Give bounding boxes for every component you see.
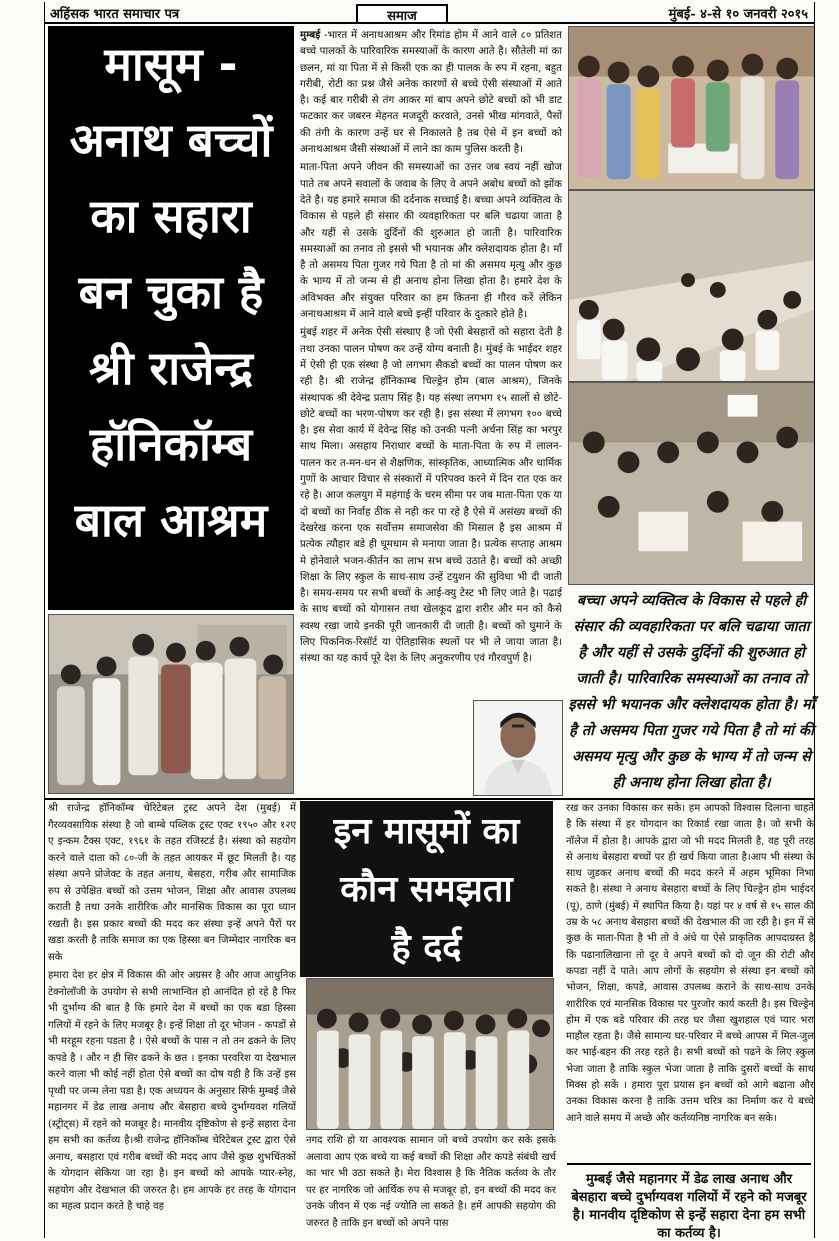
main-headline — [48, 26, 294, 610]
article-bottom-right: रख कर उनका विकास कर सके। हम आपको विश्वास दिलाना चाहते है कि संस्था में हर योगदान का रिकार्ड रखा जाता है। जो सभी के नॉलेज में होता है। आपके द्वारा जो भी मदद मिलती है, वह पूरी तरह से अनाथ बेसहारा बच्चों पर ही खर्च किया जाता है।आप भी संस्था के साथ जुडकर अनाथ बच्चों की मदद करने में अहम भूमिका निभा सकते है। संस्था ने अनाथ बेसहारा बच्चों के लिए चिल्ड्रेन होम भाईदर (पू), ठाणे (मुंबई) में स्थापित किया है। यहां पर ४ वर्ष से १५ साल की उम्र के ५८ अनाथ बेसहारा बच्चों की देखभाल की जा रही है। इन में से कुछ के माता-पिता है भी तो वे अंधे या ऐसे प्राकृतिक आपदाग्रस्त है कि पढानालिखाना तो दूर वे अपने बच्चों को दो जून की रोटी और कपडा नहीं दे पाते। आप लोगों के सहयोग से संस्था इन बच्चों को भोजन, शिक्षा, कपडे, आवास उपलब्ध कराने के साथ-साथ उनके शारीरिक एवं मानसिक विकास पर पुरजोर कार्य करती है। इस चिल्ड्रेन होम में एक बडे परिवार की तरह घर जैसा खुशहाल एवं प्यार भरा माहौल रहता है। जैसे सामान्य घर-परिवार में बच्चे आपस में मिल-जुल कर भाई-बहन की तरह रहते है। सभी बच्चों को पढने के लिए स्कुल भेजा जाता है ताकि स्कुल भेजा जाता है ताकि दुसरों बच्चों के साथ मिक्स हो सकें । हमारा पूरा प्रयास इन बच्चों को आगे बढाना और उनका विकास करना है ताकि उत्तम चरित्र का निर्माण कर ये बच्चे आने वाले समय में अच्छे और कर्तव्यनिष्ठ नागरिक बन सके। — [566, 803, 814, 1124]
article-paragraph: मुंबई शहर में अनेक ऐसी संस्थाए है जो ऐसी बेसहारों को सहारा देती है तथा उनका पालन पोषण कर उन्हें योग्य बनाती है। मुंबई के भाईदर शहर में ऐसी ही एक संस्था है जो लगभग सैकडो बच्चों का पालन पोषण कर रही है। श्री राजेन्द्र हॉनिकाम्ब चिल्ड्रेन होम (बाल आश्रम), जिनके संस्थापक श्री देवेन्द्र प्रताप सिंह है। यह संस्था लगभग १५ सालों से छोटे-छोटे बच्चों का भरण-पोषण कर रही है। इस संस्था में लगभग १०० बच्चे है। इस सेवा कार्य में देवेन्द्र सिंह को उनकी पत्नी अर्चना सिंह का भरपुर साथ मिला। असहाय निराधार बच्चों के माता-पिता के रुप में लालन-पालन कर त-मन-धन से शैक्षणिक, सांस्कृतिक, आध्यात्मिक और धार्मिक गुणों के आचार विचार से संस्कारों में परिपक्व करने में दिन रात एक कर रहे है। आज कलयुग में महंगाई के चरम सीमा पर जब माता-पिता एक या दो बच्चों का निर्वाह ठीक से नही कर पा रहे है ऐसे में असंख्य बच्चों की देखरेख करना एक सर्वोत्तम समाजसेवा की मिसाल है इस आश्रम में प्रत्येक त्यौहार बडे ही धूमधाम से मनाया जाता है। प्रत्येक सप्ताह आश्रम मे होनेवाले भजन-कीर्तन का लाभ सभ बच्चे उठाते है। बच्चों को अच्छी शिक्षा के लिए स्कुल के साथ-साथ उन्हें टयुशन की सुविधा भी दी जाती है। समय-समय पर सभी बच्चों के आई-क्यु टेस्ट भी लिए जाते है। पढाई के साथ बच्चों को योगासन तथा खेलकूद द्वारा शरीर और मन को कैसे स्वस्थ रखा जाये इनकी पूरी जानकारी दी जाती है। बच्चों को घुमाने के लिए पिकनिक-रिसॉर्ट या ऐतिहासिक स्थलों पर भी ले जाया जाता है। संस्था का यह कार्य पूरे देश के लिए अनुकरणीय एवं गौरवपुर्ण है। — [300, 327, 562, 665]
headline-line: श्री राजेन्द्र — [89, 341, 253, 395]
founder-portrait — [473, 700, 563, 796]
children-dining-photo — [568, 190, 815, 382]
masthead-publication: अहिंसक भारत समाचार पत्र — [50, 7, 180, 22]
headline-line: बन चुका है — [78, 265, 264, 319]
headline2-line: है दर्द — [391, 927, 462, 968]
column-divider — [814, 2, 815, 1238]
article-dateline: मुम्बई — [300, 29, 321, 41]
article-paragraph: हमारा देश हर क्षेत्र में विकास की ओर अग्रसर है और आज आधुनिक टेक्नोलॉजी के उपयोग से सभी लाभान्वित हो आनंदित हो रहे है फिर भी दुर्भाग्य की बात है कि हमारे देश में बच्चों का एक बडा हिस्सा गलियों में रहने के लिए मजबूर है। इन्हें शिक्षा तो दूर भोजन - कपडों से भी मरहूम रहना पडता है । ऐसे बच्चों के पास न तो तन ढकने के लिए कपडे है । और न ही सिर ढकने के छत । इनका परवरिश या देखभाल करने वाला भी कोई नहीं होता ऐसे बच्चों का दोष यही है कि उन्हें इस पृथ्वी पर जन्म लेना पडा है। एक अध्ययन के अनुसार सिर्फ मुम्बई जैसे महानगर में डेढ लाख अनाथ और बेसहारा बच्चे दुर्भाग्यवश गलियों (स्ट्रीट्स) में रहने को मजबूर है। मानवीय दृष्टिकोण से इन्हें सहारा देना हम सभी का कर्तव्य है।श्री राजेन्द्र हॉनिकॉम्ब चेरिटेबल ट्रस्ट द्वारा ऐसे अनाथ, बसहारा एवं गरीब बच्चों की मदद आप जैसे कुछ शुभचिंतकों के योगदान सेकिया जा रहा है। इन बच्चों को आपके प्यार-स्नेह, सहयोग और देखभाल की जरुरत है। हम आपके हर तरह के योगदान का महत्व प्रदान करते है चाहे वह — [48, 970, 296, 1212]
children-celebration-photo — [568, 26, 815, 190]
article-bottom-left — [48, 801, 296, 1237]
children-drawings-photo — [568, 382, 815, 585]
headline-line: हॉनिकॉम्ब — [89, 417, 253, 471]
headline2-line: इन मासूमों का — [333, 811, 520, 852]
article-top — [300, 27, 562, 797]
headline2-line: कौन समझता — [340, 869, 513, 910]
article-paragraph: -भारत में अनाथआश्रम और रिमांड होम में आने वाले ८० प्रतिशत बच्चे पालकों के पारिवारिक समस्याओं के कारण आते है। सौतेली मां का छलन, मां या पिता में से किसी एक का ही पालक के रुप में रहना, बहुत गरीबी, रोटी का प्रश्न जैसे अनेक कारणों से बच्चे ऐसी संस्थाओं में आते है। कई बार गरीबी से तंग आकर मां बाप अपने छोटे बच्चों को भी डाट फटकार कर जबरन मेहनत मजदूरी करवाते, उनसे भीख मांगवाते, पैसों की तंगी के कारण उन्हें घर से निकालते है तब ऐसे में इन बच्चों को अनाथआश्रम जैसी संस्थाओं में लाने का काम पुलिस करती है। — [300, 30, 562, 156]
bottom-pull-quote: मुम्बई जैसे महानगर में डेढ लाख अनाथ और बेसहारा बच्चे दुर्भाग्यवश गलियों में रहने को मजबूर है। मानवीय दृष्टिकोण से इन्हें सहारा देना हम सभी का कर्तव्य है। — [567, 1163, 811, 1237]
article-bottom-mid: नगद राशि हो या आवश्यक सामान जो बच्चे उपयोग कर सके इसके अलावा आप एक बच्चे या कई बच्चों की शिक्षा और कपडे संबंधी खर्च का भार भी उठा सकते है। मेरा विश्वास है कि नैतिक कर्तव्य के तौर पर हर नागरिक जो आर्थिक रुप से मजबूर हो, इन बच्चों की मदद कर उनके जीवन में एक नई ज्योति ला सकते है। हमें आपकी सहयोग की जरुरत है ताकि इन बच्चों को अपने पास — [306, 1135, 556, 1229]
masthead — [44, 2, 814, 24]
headline-line: मासूम - — [104, 37, 238, 91]
section-divider — [44, 798, 814, 800]
children-uniform-photo — [306, 978, 554, 1130]
headline-line: का सहारा — [90, 189, 252, 243]
article-paragraph: माता-पिता अपने जीवन की समस्याओं का उत्तर जब स्वयं नहीं खोज पाते तब अपने सवालों के जवाब के लिए वे अपने अबोध बच्चों को झोंक देते है। यह हमारे समाज की दर्दनाक सच्चाई है। बच्चा अपने व्यक्तित्व के विकास से पहले ही संसार की व्यवहारिकता पर बलि चढाया जाता है और यहीं से उसके दुर्दिनों की शुरुआत हो जाती है। पारिवारिक समस्याओं का तनाव तो इससे भी भयानक और क्लेशदायक होता है। माँ है तो असमय पिता गुजर गये पिता है तो मां की असमय मृत्यु और कुछ के भाग्य में तो जन्म से ही अनाथ होना लिखा होता है। हमारे देश के अविभक्त और संयुक्त परिवार का हम कितना ही गौरव करें लेकिन अनाथआश्रम में आने वाले बच्चे इन्हीं परिवार के दुत्कारे होते है। — [300, 162, 562, 321]
pull-quote: बच्चा अपने व्यक्तित्व के विकास से पहले ही संसार की व्यवहारिकता पर बलि चढाया जाता है और यहीं से उसके दुर्दिनों की शुरुआत हो जाती है। पारिवारिक समस्याओं का तनाव तो इससे भी भयानक और क्लेशदायक होता है। माँ है तो असमय पिता गुजर गये पिता है तो मां की असमय मृत्यु और कुछ के भाग्य में तो जन्म से ही अनाथ होना लिखा होता है। — [568, 593, 815, 791]
masthead-date: मुंबई- ४-से १० जनवरी २०१५ — [668, 7, 808, 22]
article-paragraph: श्री राजेन्द्र हॉनिकॉम्ब चेरिटेबल ट्रस्ट अपने देश (मुबई) में गैरव्यवसायिक संस्था है जो बाम्बे पब्लिक ट्रस्ट एक्ट १९५० और १२ए ए इन्कम टैक्स एक्ट, १९६१ के तहत रजिस्टर्ड है। संस्था को सहयोग करने वाले दाता को ८०-जी के तहत आयकर में छूट मिलती है। यह संस्था अपने प्रोजेक्ट के तहत अनाथ, बेसहरा, गरीब और सामाजिक रुप से उपेक्षित बच्चों को उत्तम भोजन, शिक्षा और आवास उपलब्ध कराती है तथा उनके शारीरिक और मानसिक विकास का पूरा ध्यान रखती है। इस प्रकार बच्चों की मदद कर संस्था इन्हें अपने पैरों पर खडा करती है ताकि समाज का एक हिस्सा बन जिम्मेदार नागरिक बन सके — [48, 803, 296, 963]
masthead-section: समाज — [356, 4, 448, 24]
headline-line: अनाथ बच्चों — [69, 113, 273, 167]
group-photo — [48, 614, 294, 794]
article-top-p1 — [300, 27, 562, 158]
secondary-headline — [300, 801, 553, 977]
column-divider — [44, 2, 45, 1238]
headline-line: बाल आश्रम — [74, 493, 268, 547]
